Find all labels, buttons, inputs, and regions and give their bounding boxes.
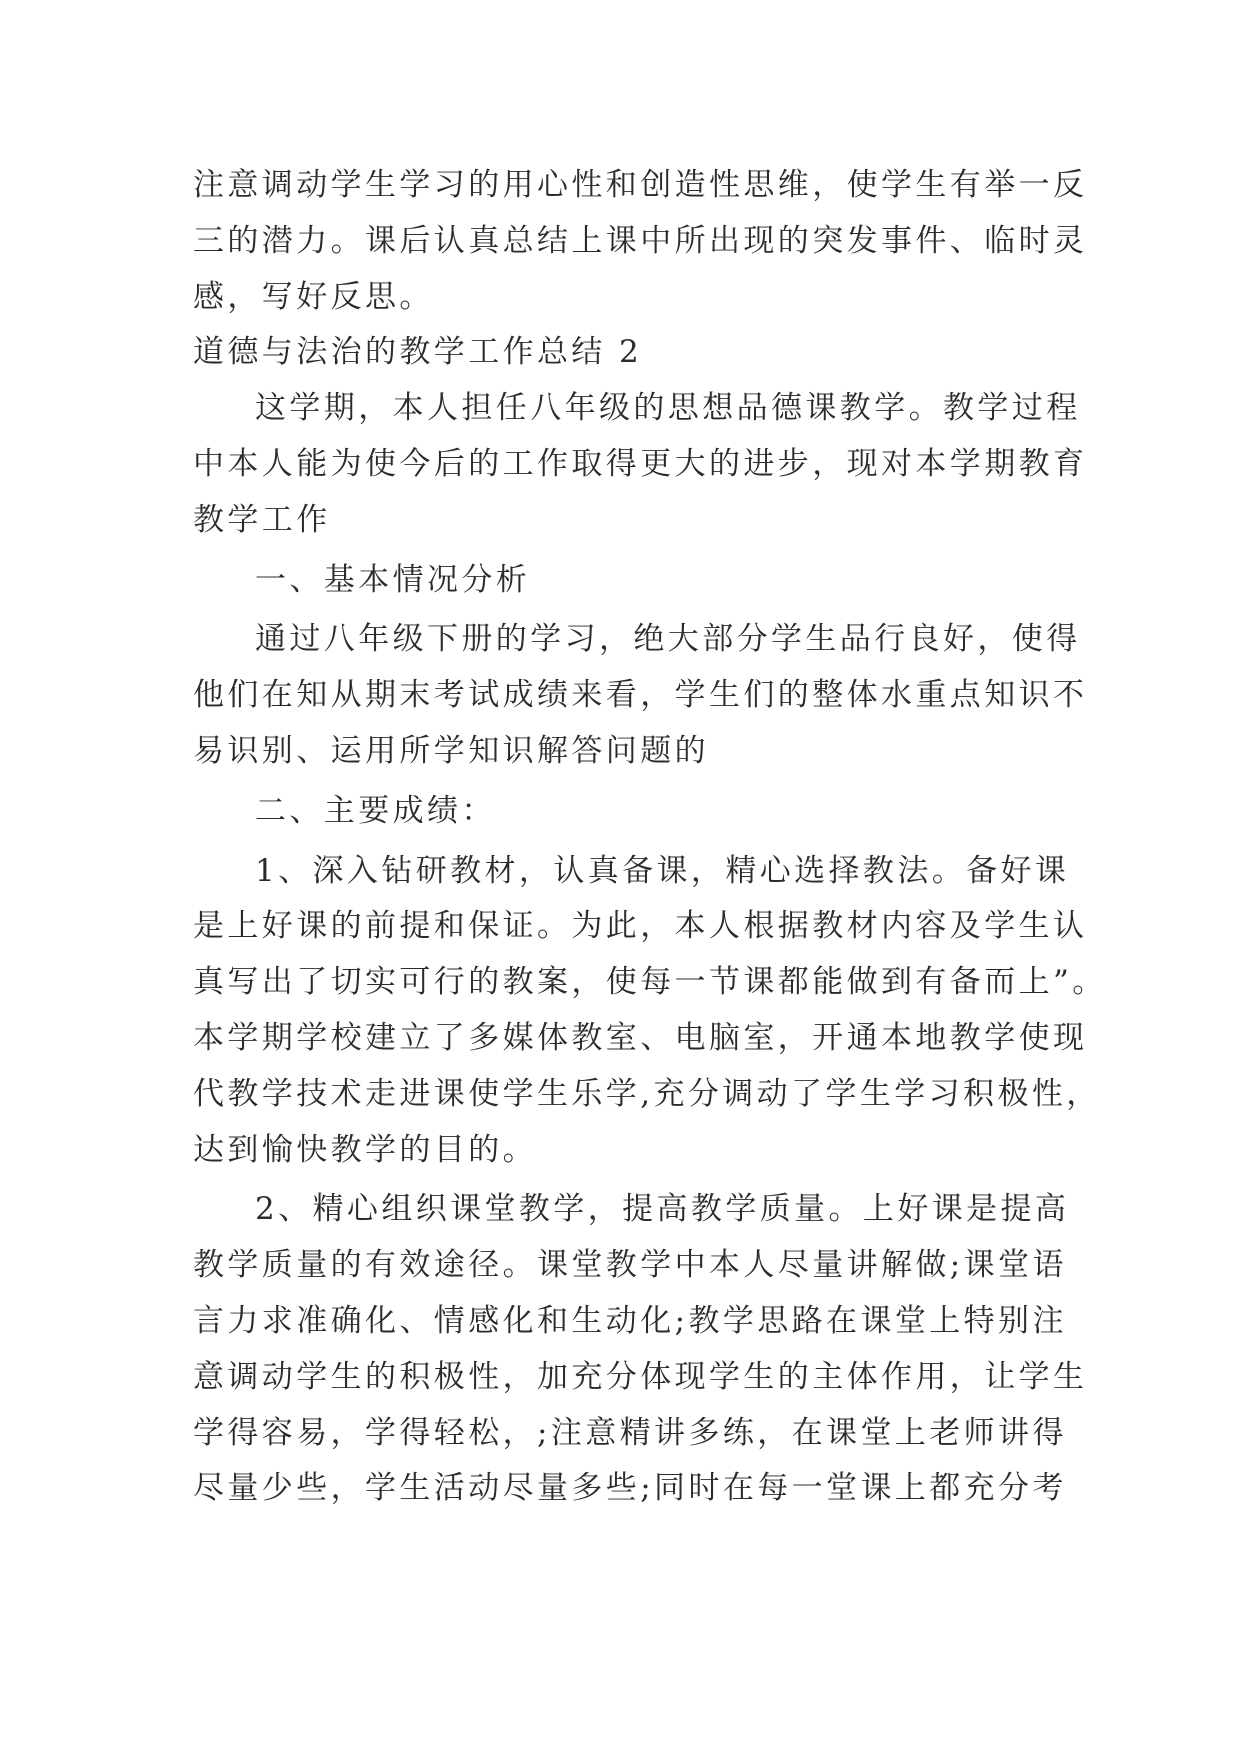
body-line: 这学期，本人担任八年级的思想品德课教学。教学过程 xyxy=(255,390,1081,427)
body-line: 是上好课的前提和保证。为此，本人根据教材内容及学生认 xyxy=(193,908,1088,945)
body-line: 注意调动学生学习的用心性和创造性思维，使学生有举一反 xyxy=(193,167,1088,203)
body-line: 尽量少些，学生活动尽量多些;同时在每一堂课上都充分考 xyxy=(193,1470,1067,1507)
body-line: 达到愉快教学的目的。 xyxy=(193,1131,537,1168)
body-line: 学得容易，学得轻松，;注意精讲多练，在课堂上老师讲得 xyxy=(193,1414,1067,1451)
body-line: 易识别、运用所学知识解答问题的 xyxy=(193,732,709,769)
subheading: 一、基本情况分析 xyxy=(255,561,531,598)
body-line: 意调动学生的积极性，加充分体现学生的主体作用，让学生 xyxy=(193,1358,1088,1395)
body-line: 教学质量的有效途径。课堂教学中本人尽量讲解做;课堂语 xyxy=(193,1247,1067,1284)
body-line: 1、深入钻研教材，认真备课，精心选择教法。备好课 xyxy=(255,852,1070,889)
body-line: 教学工作 xyxy=(193,501,331,538)
section-heading: 道德与法治的教学工作总结 2 xyxy=(193,334,643,371)
body-line: 代教学技术走进课使学生乐学,充分调动了学生学习积极性， xyxy=(193,1075,1101,1112)
body-line: 言力求准确化、情感化和生动化;教学思路在课堂上特别注 xyxy=(193,1302,1067,1339)
subheading: 二、主要成绩： xyxy=(255,792,496,829)
document-body xyxy=(193,158,1107,1517)
body-line: 真写出了切实可行的教案，使每一节课都能做到有备而上”。 xyxy=(193,964,1107,1001)
body-line: 他们在知从期末考试成绩来看，学生们的整体水重点知识不 xyxy=(193,677,1088,714)
body-line: 2、精心组织课堂教学，提高教学质量。上好课是提高 xyxy=(255,1191,1070,1228)
body-line: 通过八年级下册的学习，绝大部分学生品行良好，使得 xyxy=(255,621,1081,658)
body-line: 本学期学校建立了多媒体教室、电脑室，开通本地教学使现 xyxy=(193,1019,1088,1056)
body-line: 感，写好反思。 xyxy=(193,278,434,315)
body-line: 中本人能为使今后的工作取得更大的进步，现对本学期教育 xyxy=(193,445,1088,482)
body-line: 三的潜力。课后认真总结上课中所出现的突发事件、临时灵 xyxy=(193,222,1088,259)
